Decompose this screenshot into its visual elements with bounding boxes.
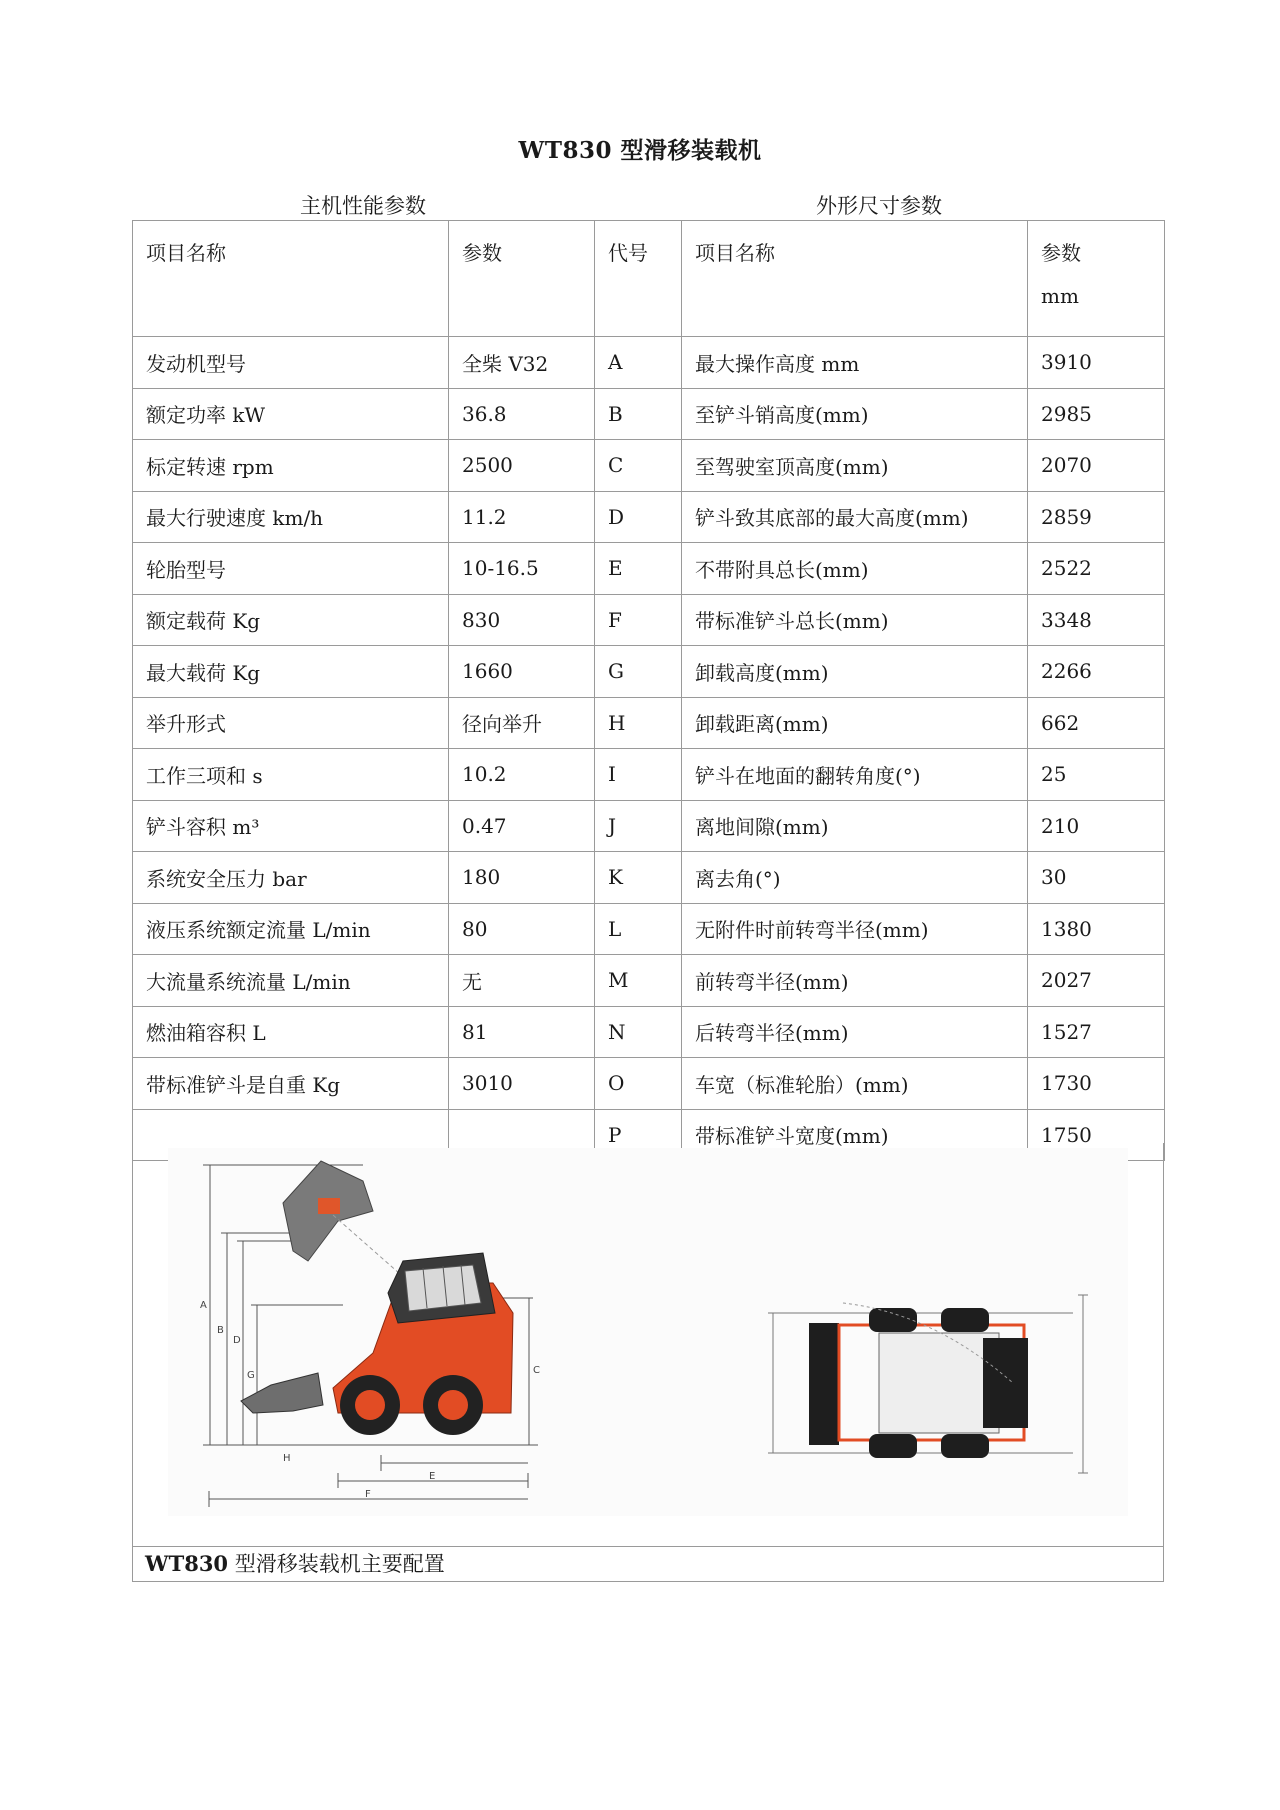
row-dim-name: 至铲斗销高度(mm) (682, 388, 1028, 440)
row-item-name: 工作三项和 s (133, 749, 449, 801)
label-c: C (533, 1365, 540, 1376)
label-b: B (217, 1325, 224, 1336)
row-dim-value: 25 (1028, 749, 1165, 801)
loader-drawings (133, 1143, 1163, 1546)
table-row (133, 491, 1165, 543)
row-dim-name: 铲斗在地面的翻转角度(°) (682, 749, 1028, 801)
row-dim-name: 无附件时前转弯半径(mm) (682, 903, 1028, 955)
row-item-name: 举升形式 (133, 697, 449, 749)
row-item-name: 标定转速 rpm (133, 440, 449, 492)
configuration-caption (132, 1546, 1164, 1582)
row-dim-value: 2522 (1028, 543, 1165, 595)
header-item-name: 项目名称 (133, 221, 449, 337)
table-row (133, 697, 1165, 749)
row-param: 36.8 (449, 388, 595, 440)
row-item-name: 大流量系统流量 L/min (133, 955, 449, 1007)
spec-table (132, 220, 1165, 1161)
row-dim-name: 最大操作高度 mm (682, 337, 1028, 389)
row-code: J (595, 800, 682, 852)
label-h: H (283, 1453, 291, 1464)
loader-dimension-figure (132, 1143, 1164, 1547)
row-code: K (595, 852, 682, 904)
row-item-name: 额定功率 kW (133, 388, 449, 440)
table-row (133, 903, 1165, 955)
table-row (133, 543, 1165, 595)
section-heading-performance: 主机性能参数 (300, 194, 426, 218)
row-code: H (595, 697, 682, 749)
label-e: E (429, 1471, 436, 1482)
row-code: C (595, 440, 682, 492)
table-row (133, 594, 1165, 646)
row-dim-name: 前转弯半径(mm) (682, 955, 1028, 1007)
row-dim-value: 3348 (1028, 594, 1165, 646)
row-dim-name: 离地间隙(mm) (682, 800, 1028, 852)
label-g: G (247, 1370, 255, 1381)
row-code: O (595, 1058, 682, 1110)
label-d: D (233, 1335, 241, 1346)
row-dim-value: 2985 (1028, 388, 1165, 440)
caption-model: WT830 (145, 1551, 229, 1576)
row-dim-name: 带标准铲斗宽度(mm) (682, 1109, 1028, 1161)
row-param: 180 (449, 852, 595, 904)
row-item-name: 轮胎型号 (133, 543, 449, 595)
row-code: E (595, 543, 682, 595)
row-code: G (595, 646, 682, 698)
row-code: N (595, 1006, 682, 1058)
header-dim-param (1028, 221, 1165, 337)
row-dim-value: 1750 (1028, 1109, 1165, 1161)
caption-text: 型滑移装载机主要配置 (234, 1552, 445, 1576)
row-dim-name: 不带附具总长(mm) (682, 543, 1028, 595)
row-code: P (595, 1109, 682, 1161)
header-dim-unit: mm (1041, 284, 1079, 308)
row-code: D (595, 491, 682, 543)
row-param: 10.2 (449, 749, 595, 801)
row-item-name: 额定载荷 Kg (133, 594, 449, 646)
row-param: 80 (449, 903, 595, 955)
row-item-name: 带标准铲斗是自重 Kg (133, 1058, 449, 1110)
table-header-row (133, 221, 1165, 337)
row-param: 全柴 V32 (449, 337, 595, 389)
header-dim-name: 项目名称 (682, 221, 1028, 337)
row-param: 81 (449, 1006, 595, 1058)
row-param: 2500 (449, 440, 595, 492)
row-dim-value: 2859 (1028, 491, 1165, 543)
row-dim-name: 卸载距离(mm) (682, 697, 1028, 749)
table-row (133, 800, 1165, 852)
table-row (133, 852, 1165, 904)
table-row (133, 388, 1165, 440)
row-item-name: 最大载荷 Kg (133, 646, 449, 698)
header-dim-param-label: 参数 (1041, 241, 1081, 265)
row-dim-value: 30 (1028, 852, 1165, 904)
row-code: A (595, 337, 682, 389)
row-dim-name: 至驾驶室顶高度(mm) (682, 440, 1028, 492)
row-code: M (595, 955, 682, 1007)
row-param: 无 (449, 955, 595, 1007)
row-dim-name: 离去角(°) (682, 852, 1028, 904)
row-dim-value: 2266 (1028, 646, 1165, 698)
row-code: F (595, 594, 682, 646)
row-param: 10-16.5 (449, 543, 595, 595)
label-a: A (200, 1300, 207, 1311)
row-param: 0.47 (449, 800, 595, 852)
row-param: 11.2 (449, 491, 595, 543)
row-dim-value: 1380 (1028, 903, 1165, 955)
row-param: 830 (449, 594, 595, 646)
label-f: F (365, 1489, 371, 1500)
row-param: 3010 (449, 1058, 595, 1110)
row-code: I (595, 749, 682, 801)
row-code: B (595, 388, 682, 440)
table-row (133, 749, 1165, 801)
page-title: WT830 型滑移装载机 (518, 137, 762, 164)
row-item-name: 铲斗容积 m³ (133, 800, 449, 852)
row-dim-value: 2070 (1028, 440, 1165, 492)
row-dim-name: 车宽（标准轮胎）(mm) (682, 1058, 1028, 1110)
top-bucket (809, 1323, 839, 1445)
table-row (133, 440, 1165, 492)
section-heading-dimensions: 外形尺寸参数 (816, 194, 942, 218)
row-dim-value: 1730 (1028, 1058, 1165, 1110)
row-param: 1660 (449, 646, 595, 698)
row-dim-value: 2027 (1028, 955, 1165, 1007)
header-code: 代号 (595, 221, 682, 337)
row-dim-value: 210 (1028, 800, 1165, 852)
row-dim-name: 卸载高度(mm) (682, 646, 1028, 698)
row-dim-name: 后转弯半径(mm) (682, 1006, 1028, 1058)
table-row (133, 646, 1165, 698)
table-row (133, 955, 1165, 1007)
header-param: 参数 (449, 221, 595, 337)
row-dim-value: 3910 (1028, 337, 1165, 389)
row-item-name: 发动机型号 (133, 337, 449, 389)
row-param: 径向举升 (449, 697, 595, 749)
row-code: L (595, 903, 682, 955)
row-item-name: 最大行驶速度 km/h (133, 491, 449, 543)
row-dim-name: 带标准铲斗总长(mm) (682, 594, 1028, 646)
row-item-name: 液压系统额定流量 L/min (133, 903, 449, 955)
row-dim-value: 1527 (1028, 1006, 1165, 1058)
row-dim-name: 铲斗致其底部的最大高度(mm) (682, 491, 1028, 543)
row-item-name: 燃油箱容积 L (133, 1006, 449, 1058)
raised-bucket-mount (318, 1198, 340, 1214)
table-row (133, 1058, 1165, 1110)
table-row (133, 1006, 1165, 1058)
table-row (133, 337, 1165, 389)
row-dim-value: 662 (1028, 697, 1165, 749)
row-item-name: 系统安全压力 bar (133, 852, 449, 904)
top-cab (983, 1338, 1028, 1428)
